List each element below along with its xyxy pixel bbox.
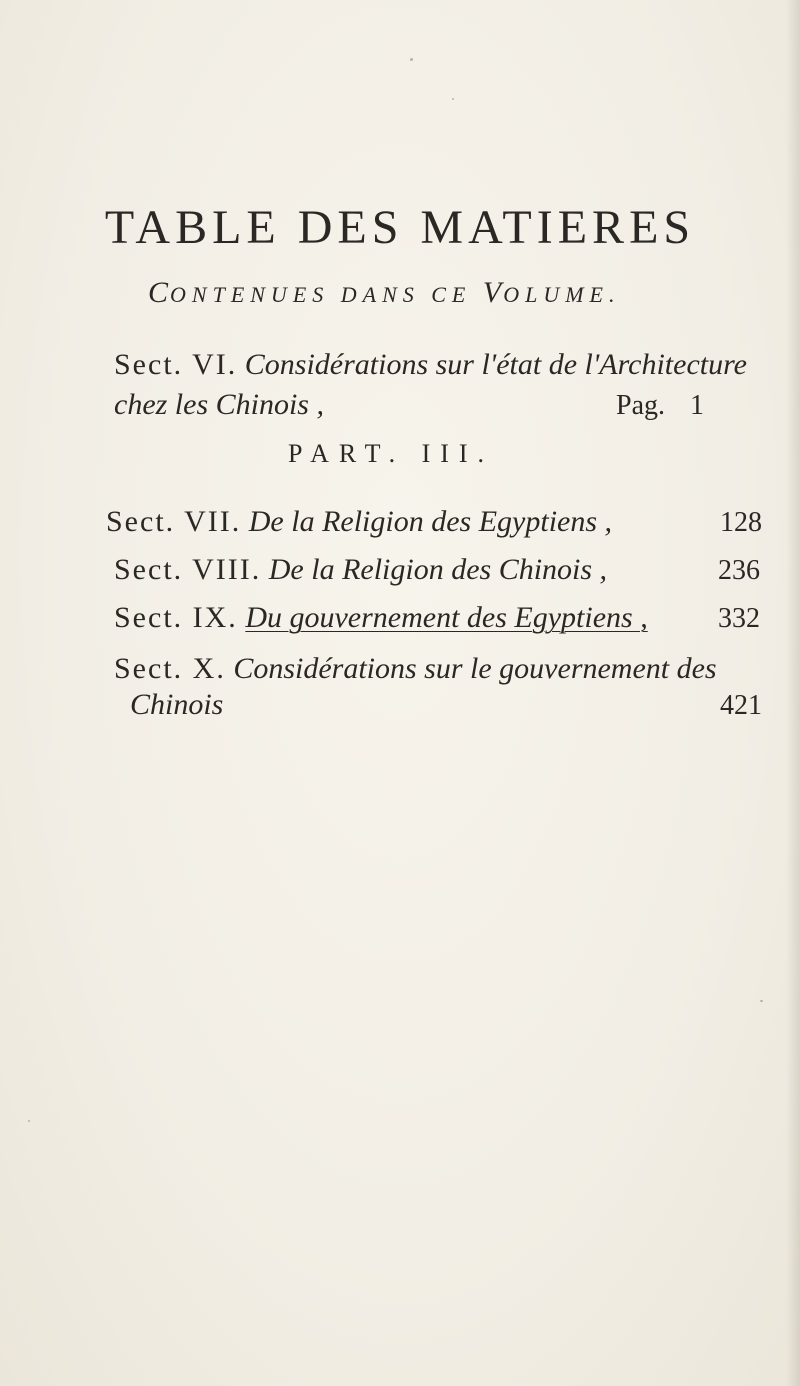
entry-page-sect-x: 421 (720, 690, 762, 721)
entry-page-sect-ix: 332 (718, 603, 760, 634)
entry-page-sect-vi (616, 390, 704, 422)
entry-title-line2: Chinois (130, 688, 224, 721)
entry-title-line1: Considérations sur l'état de l'Architecture (244, 348, 747, 381)
toc-entry-sect-vi[interactable] (114, 348, 747, 382)
entry-label: Sect. X. (114, 652, 226, 685)
toc-entry-sect-x-continued (130, 688, 223, 722)
toc-entry-sect-vi-continued (114, 388, 324, 422)
entry-page-sect-viii: 236 (718, 555, 760, 586)
toc-entry-sect-viii[interactable] (114, 553, 607, 587)
entry-title: De la Religion des Egyptiens , (248, 505, 613, 538)
entry-page-sect-vii: 128 (720, 507, 762, 538)
page-prefix: Pag. (616, 390, 665, 421)
entry-label: Sect. VIII. (114, 553, 262, 586)
entry-title-line1: Considérations sur le gouvernement des (233, 652, 717, 685)
subtitle-part-2: OLUME. (503, 282, 621, 307)
entry-title: De la Religion des Chinois , (268, 553, 608, 586)
paper-speck (410, 58, 413, 61)
subtitle-initial-c: C (148, 276, 171, 309)
entry-label: Sect. VI. (114, 348, 238, 381)
paper-speck (452, 98, 454, 100)
toc-entry-sect-vii[interactable] (106, 505, 612, 539)
paper-speck (760, 1000, 763, 1002)
page-subtitle (148, 276, 620, 310)
entry-title: Du gouvernement des Egyptiens , (245, 601, 648, 634)
subtitle-part-1: ONTENUES DANS CE (170, 282, 483, 307)
part-heading: PART. III. (288, 439, 495, 468)
entry-label: Sect. IX. (114, 601, 238, 634)
page-number: 1 (690, 390, 704, 421)
page-title: TABLE DES MATIERES (104, 201, 696, 254)
entry-label: Sect. VII. (106, 505, 242, 538)
subtitle-initial-v: V (482, 276, 504, 309)
toc-entry-sect-ix[interactable] (114, 601, 648, 635)
toc-entry-sect-x[interactable] (114, 652, 717, 686)
entry-title-line2: chez les Chinois , (114, 388, 324, 421)
paper-speck (28, 1120, 30, 1122)
